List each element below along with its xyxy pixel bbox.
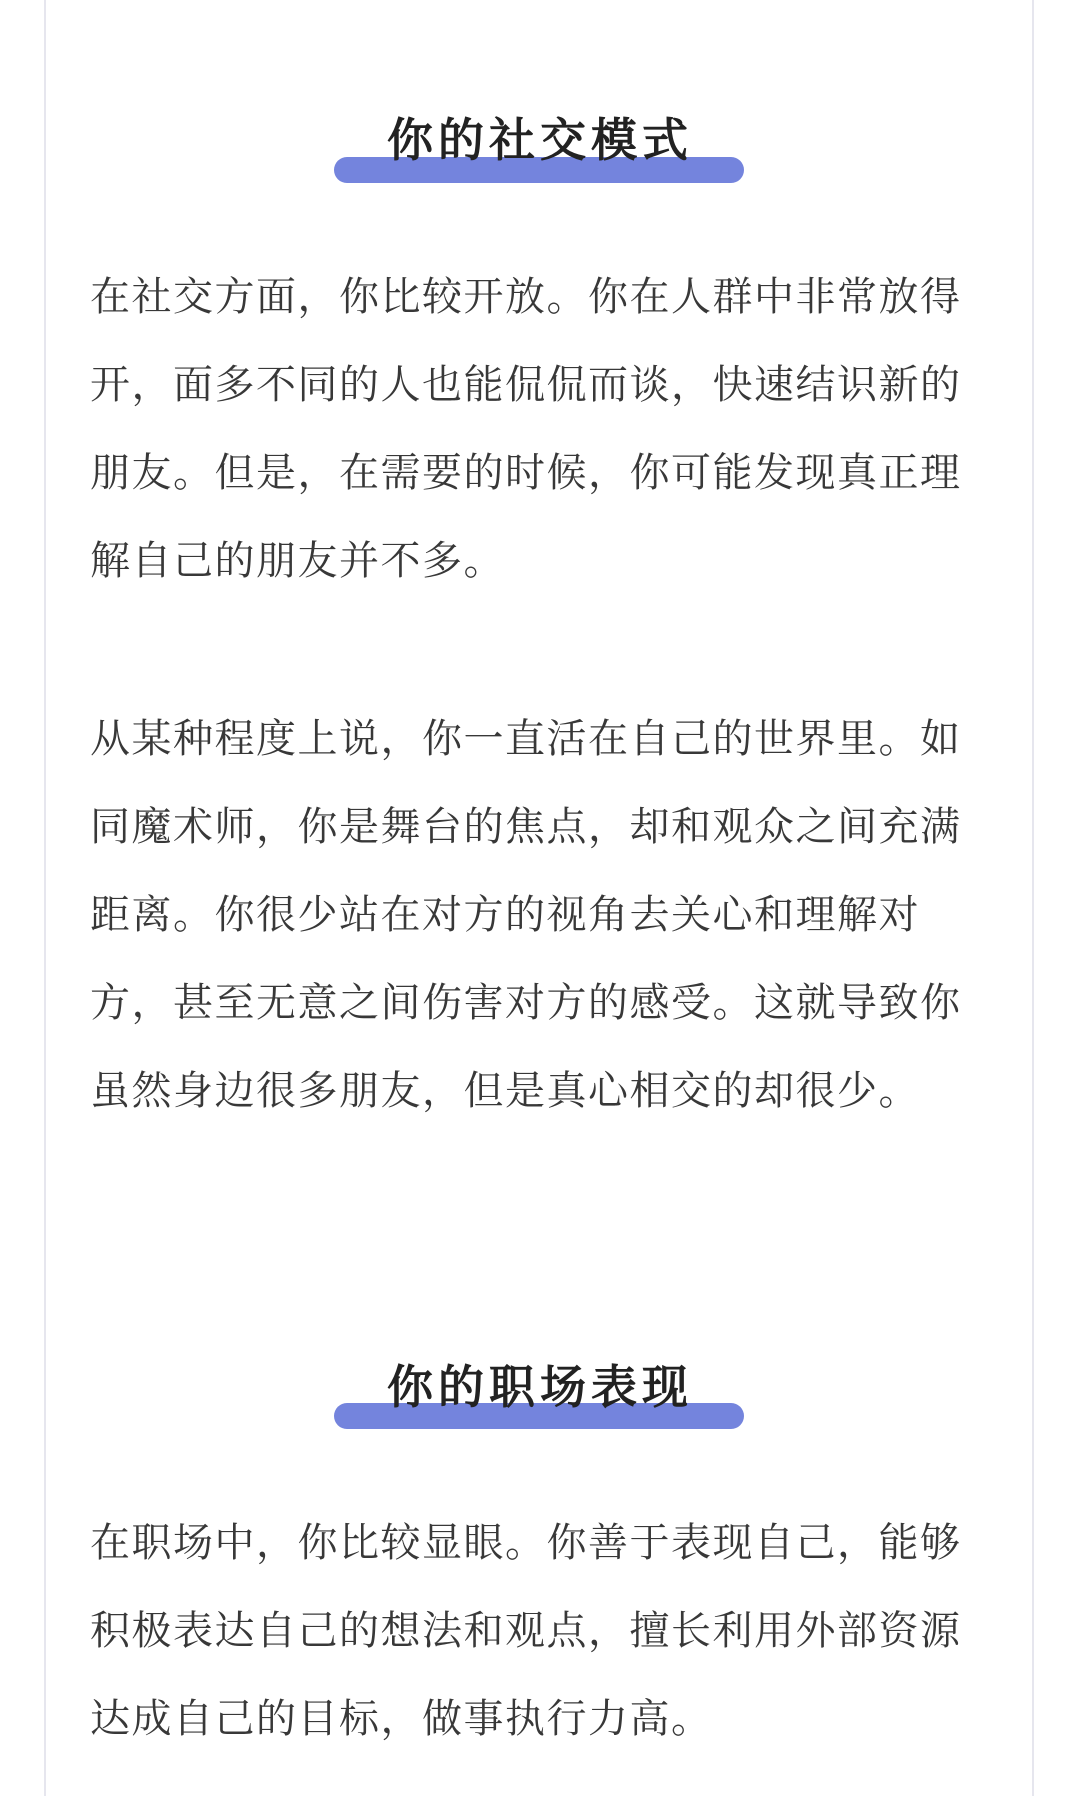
paragraph-social-1: 在社交方面，你比较开放。你在人群中非常放得开，面多不同的人也能侃侃而谈，快速结识新的朋友。但是，在需要的时候，你可能发现真正理解自己的朋友并不多。 — [90, 274, 962, 584]
section-heading-social: 你的社交模式 — [387, 113, 693, 167]
paragraph-social-2: 从某种程度上说，你一直活在自己的世界里。如同魔术师，你是舞台的焦点，却和观众之间充满距离。你很少站在对方的视角去关心和理解对方，甚至无意之间伤害对方的感受。这就导致你虽然身边很多朋友，但是真心相交的却很少。 — [90, 716, 962, 1114]
paragraph-workplace-1: 在职场中，你比较显眼。你善于表现自己，能够积极表达自己的想法和观点，擅长利用外部资源达成自己的目标，做事执行力高。 — [90, 1520, 962, 1742]
section-heading-workplace: 你的职场表现 — [387, 1360, 693, 1414]
